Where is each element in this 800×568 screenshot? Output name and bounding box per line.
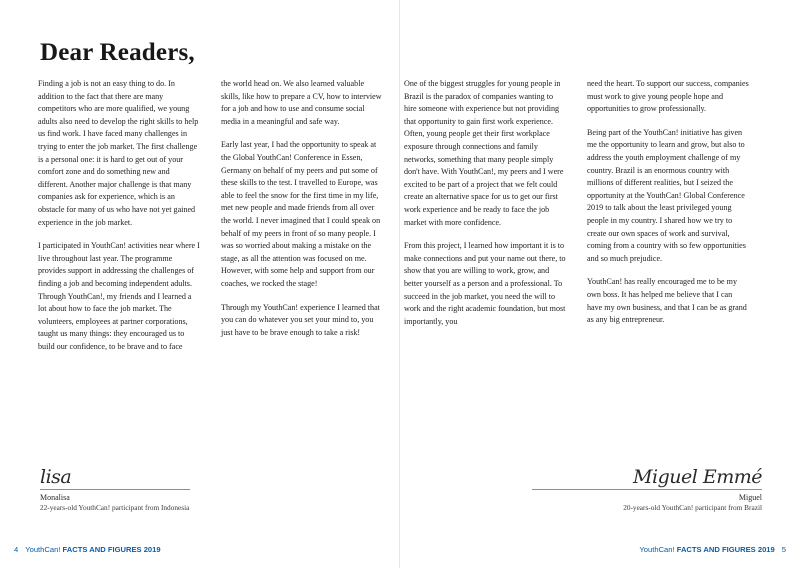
footer-brand-plain: YouthCan!	[639, 545, 677, 554]
footer-right	[639, 545, 786, 554]
footer-left	[14, 545, 161, 554]
footer-brand-right	[639, 545, 774, 554]
paragraph: From this project, I learned how important it is to make connections and put your name out there, to show that you are willing to work, grow, and better yourself as a person and a professional. To succeed in the job market, you need the will to work and the right academic foundation, but most importantly, you	[404, 241, 566, 326]
handwritten-signature: Miguel Emmé	[633, 466, 762, 488]
article-columns	[38, 78, 764, 364]
paragraph: Finding a job is not an easy thing to do. In addition to the fact that there are many competitors who are more qualified, we young adults also need to develop the right skills to help us find work. I have faced many challenges in trying to enter the job market. The first challenge is a personal one: it is hard to get out of your comfort zone and do something new and different. Another major challenge is that many companies ask for experience, which is an obstacle for many of us who have not yet gained experience in the job market.	[38, 79, 199, 227]
footer-brand-left	[25, 545, 160, 554]
text-column-3	[404, 78, 566, 364]
signature-role: 22-years-old YouthCan! participant from Indonesia	[40, 503, 190, 512]
paragraph: Early last year, I had the opportunity to speak at the Global YouthCan! Conference in Essen, Germany on behalf of my peers and put some of these skills to the test. I travelled to Europe, was able to feel the snow for the first time in my life, met new people and made friends from all over the world. I never imagined that I could speak on behalf of my peers in front of so many people. I was so worried about making a mistake on the stage, as all the attention was focused on me. However, with some help and support from our coaches, we rocked the stage!	[221, 140, 381, 288]
footer-brand-bold: FACTS AND FIGURES 2019	[676, 545, 775, 554]
signature-rule	[532, 489, 762, 490]
signature-role: 20-years-old YouthCan! participant from Brazil	[623, 503, 762, 512]
signature-rule	[40, 489, 190, 490]
page-number-right: 5	[781, 545, 786, 554]
paragraph: One of the biggest struggles for young people in Brazil is the paradox of companies wanting to hire someone with experience but not providing that opportunity to gain first work experience. Often, young people get their first workplace exposure through connections and family networks, something that many people simply don't have. With YouthCan!, my peers and I were excited to be part of a project that we felt could create an alternative space for us to get our first work experience and be ready to face the job market with more confidence.	[404, 79, 564, 227]
page-number-left: 4	[14, 545, 19, 554]
page-title: Dear Readers,	[40, 38, 195, 66]
signature-block-right	[532, 466, 762, 512]
paragraph: YouthCan! has really encouraged me to be my own boss. It has helped me believe that I can have my own business, and that I can be as grand as any big entrepreneur.	[587, 277, 747, 325]
paragraph: Being part of the YouthCan! initiative has given me the opportunity to learn and grow, but also to address the youth employment challenge of my country. Brazil is an enormous country with millions of different realities, but I seized the opportunity at the YouthCan! Global Conference 2019 to talk about the least privileged young people in my country. I shared how we try to create our own spaces of work and survival, coming from a country with so few opportunities and so much prejudice.	[587, 127, 746, 263]
footer-brand-plain: YouthCan!	[25, 545, 63, 554]
signature-block-left	[40, 466, 190, 512]
paragraph: the world head on. We also learned valuable skills, like how to prepare a CV, how to interview for a job and how to use and consume social media in a meaningful and safe way.	[221, 79, 382, 126]
signature-name: Miguel	[738, 493, 762, 502]
signature-name: Monalisa	[40, 493, 70, 502]
text-column-4	[587, 78, 749, 364]
text-column-1	[38, 78, 200, 364]
footer-brand-bold: FACTS AND FIGURES 2019	[62, 545, 161, 554]
paragraph: Through my YouthCan! experience I learned that you can do whatever you set your mind to, you just have to be brave enough to take a risk!	[221, 302, 380, 337]
paragraph: I participated in YouthCan! activities near where I live throughout last year. The programme provides support in addressing the challenges of finding a job and becoming independent adults. Through YouthCan!, my friends and I learned a lot about how to face the job market. The volunteers, employees at partner corporations, taught us many things: they encouraged us to build our confidence, to be brave and to face	[38, 241, 200, 351]
text-column-2	[221, 78, 383, 364]
handwritten-signature: lisa	[40, 466, 72, 488]
paragraph: need the heart. To support our success, companies must work to give young people hope and opportunities to grow professionally.	[587, 79, 749, 114]
